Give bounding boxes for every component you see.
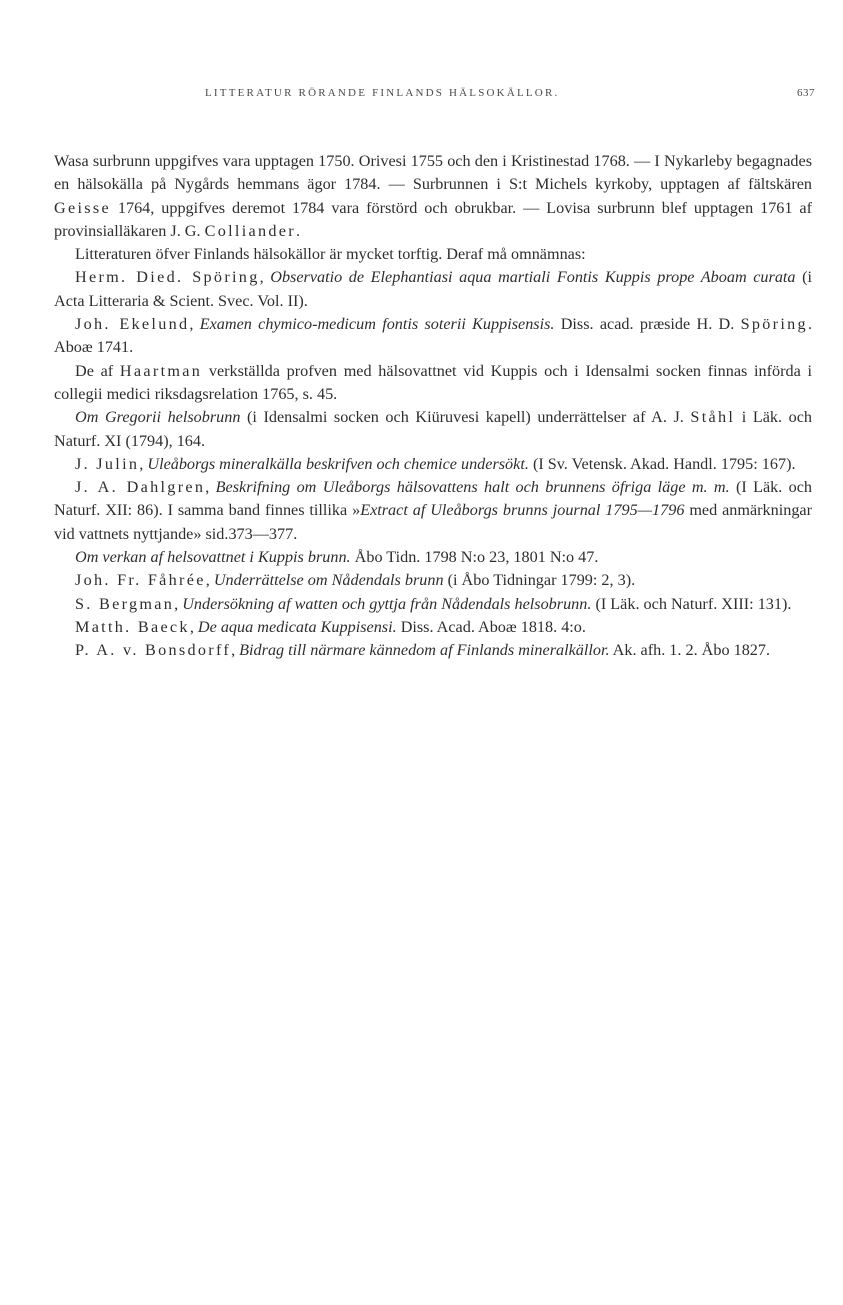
reference-entry: Herm. Died. Spöring, Observatio de Elephantiasi aqua martiali Fontis Kuppis prope Aboam curata (i Acta Litteraria & Scient. Svec. Vol. II). xyxy=(54,268,813,310)
reference-title: Underrättelse om Nådendals brunn xyxy=(213,571,444,590)
reference-title: Bidrag till närmare kännedom af Finlands mineralkällor. xyxy=(239,641,610,660)
reference-title: Observatio de Elephantiasi aqua martiali Fontis Kuppis prope Aboam curata xyxy=(270,268,796,287)
reference-title: Om Gregorii helsobrunn xyxy=(75,408,241,427)
person-name: Colliander xyxy=(204,221,296,240)
reference-author: J. A. Dahlgren xyxy=(75,478,206,497)
reference-title: Uleåborgs mineralkälla beskrifven och chemice undersökt. xyxy=(147,454,529,473)
reference-entry: Om verkan af helsovattnet i Kuppis brunn. Åbo Tidn. 1798 N:o 23, 1801 N:o 47. xyxy=(75,548,599,567)
running-header xyxy=(205,87,815,105)
reference-title: De aqua medicata Kuppisensi. xyxy=(197,617,397,636)
reference-entry: Matth. Baeck, De aqua medicata Kuppisensi. Diss. Acad. Aboæ 1818. 4:o. xyxy=(75,617,586,636)
reference-title: Om verkan af helsovattnet i Kuppis brunn. xyxy=(75,548,351,567)
reference-entry: J. Julin, Uleåborgs mineralkälla beskrifven och chemice undersökt. (I Sv. Vetensk. Akad. Handl. 1795: 167). xyxy=(75,454,796,473)
reference-author: J. Julin xyxy=(75,454,140,473)
reference-entry: Joh. Fr. Fåhrée, Underrättelse om Nådendals brunn (i Åbo Tidningar 1799: 2, 3). xyxy=(75,571,636,590)
intro-paragraph: Wasa surbrunn uppgifves vara upptagen 1750. Orivesi 1755 och den i Kristinestad 1768. — I Nykarleby begagnades en hälsokälla på Nygårds hemmans ägor 1784. — Surbrunnen i S:t Michels kyrkoby, upptagen af fältskären Geisse 1764, uppgifves deremot 1784 vara förstörd och obrukbar. — Lovisa surbrunn blef upptagen 1761 af provinsialläkaren J. G. Colliander. xyxy=(54,152,812,240)
reference-author: P. A. v. Bonsdorff xyxy=(75,641,232,660)
reference-entry: De af Haartman verkställda profven med hälsovattnet vid Kuppis och i Idensalmi socken finnas införda i collegii medici riksdagsrelation 1765, s. 45. xyxy=(54,361,813,403)
person-name: Haartman xyxy=(119,361,203,380)
reference-entry: Om Gregorii helsobrunn (i Idensalmi socken och Kiüruvesi kapell) underrättelser af A. J. Ståhl i Läk. och Naturf. XI (1794), 164. xyxy=(54,408,812,450)
page-body xyxy=(54,150,812,663)
person-name: Ståhl xyxy=(690,408,736,427)
person-name: Spöring xyxy=(740,315,808,334)
page-number: 637 xyxy=(797,87,815,99)
reference-entry: P. A. v. Bonsdorff, Bidrag till närmare kännedom af Finlands mineralkällor. Ak. afh. 1. 2. Åbo 1827. xyxy=(75,641,771,660)
reference-entry: S. Bergman, Undersökning af watten och gyttja från Nådendals helsobrunn. (I Läk. och Naturf. XIII: 131). xyxy=(75,594,792,613)
reference-title: Beskrifning om Uleåborgs hälsovattens halt och brunnens öfriga läge m. m. xyxy=(215,478,730,497)
reference-author: Joh. Ekelund xyxy=(75,315,190,334)
reference-entry: Joh. Ekelund, Examen chymico-medicum fontis soterii Kuppisensis. Diss. acad. præside H. D. Spöring. Aboæ 1741. xyxy=(54,315,812,357)
person-name: Geisse xyxy=(54,198,111,217)
reference-entry: J. A. Dahlgren, Beskrifning om Uleåborgs hälsovattens halt och brunnens öfriga läge m. m. (I Läk. och Naturf. XII: 86). I samma band finnes tillika »Extract af Uleåborgs brunns journal 1795—1796 med anmärkningar vid vattnets nyttjande» sid.373—377. xyxy=(54,478,812,543)
reference-title: Extract af Uleåborgs brunns journal 1795—1796 xyxy=(360,501,685,520)
reference-author: S. Bergman xyxy=(75,594,175,613)
reference-author: Joh. Fr. Fåhrée xyxy=(75,571,206,590)
reference-title: Examen chymico-medicum fontis soterii Kuppisensis. xyxy=(199,315,555,334)
running-title: LITTERATUR RÖRANDE FINLANDS HÄLSOKÄLLOR. xyxy=(205,87,560,99)
reference-title: Undersökning af watten och gyttja från Nådendals helsobrunn. xyxy=(182,594,592,613)
reference-author: Matth. Baeck xyxy=(75,617,190,636)
reference-author: Herm. Died. Spöring xyxy=(75,268,260,287)
lead-paragraph: Litteraturen öfver Finlands hälsokällor är mycket torftig. Deraf må omnämnas: xyxy=(75,245,586,264)
